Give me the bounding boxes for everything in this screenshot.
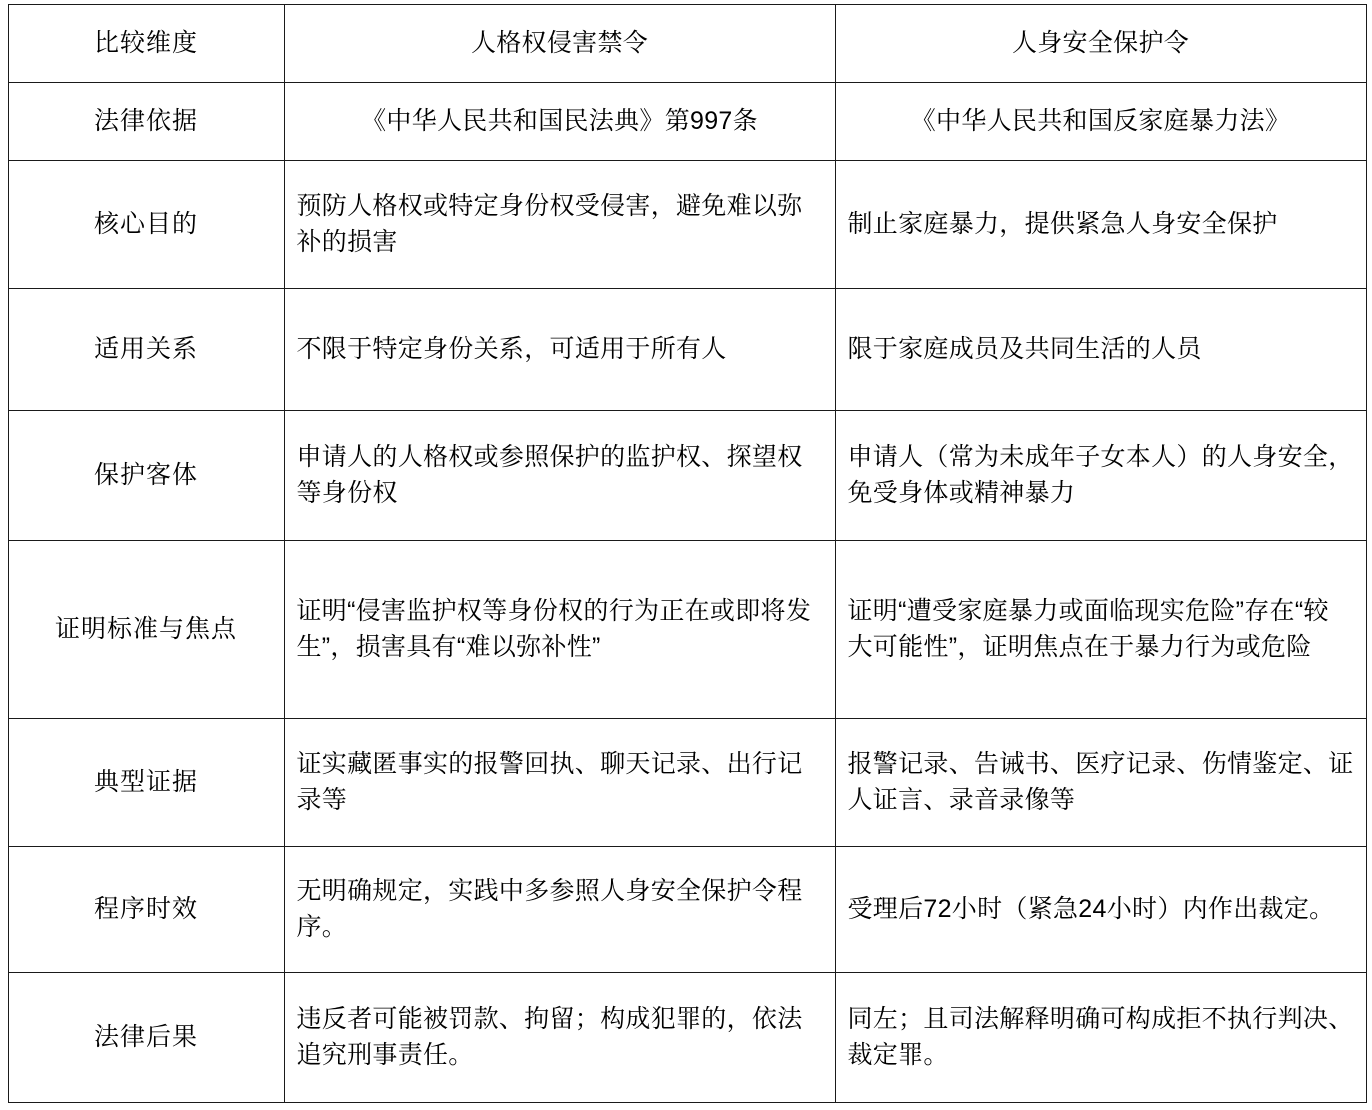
table-row — [8, 541, 1366, 719]
table-row — [8, 161, 1366, 289]
table-row — [8, 719, 1366, 847]
row-dimension-procedure-time: 程序时效 — [8, 847, 284, 973]
column-header-protection-order: 人身安全保护令 — [835, 5, 1366, 83]
cell-typical-evidence-injunction: 证实藏匿事实的报警回执、聊天记录、出行记录等 — [284, 719, 835, 847]
cell-typical-evidence-protection-order: 报警记录、告诫书、医疗记录、伤情鉴定、证人证言、录音录像等 — [835, 719, 1366, 847]
cell-legal-basis-protection-order: 《中华人民共和国反家庭暴力法》 — [835, 83, 1366, 161]
cell-applicable-relation-protection-order: 限于家庭成员及共同生活的人员 — [835, 289, 1366, 411]
row-dimension-core-purpose: 核心目的 — [8, 161, 284, 289]
table-row — [8, 83, 1366, 161]
cell-legal-basis-injunction: 《中华人民共和国民法典》第997条 — [284, 83, 835, 161]
cell-procedure-time-protection-order: 受理后72小时（紧急24小时）内作出裁定。 — [835, 847, 1366, 973]
row-dimension-typical-evidence: 典型证据 — [8, 719, 284, 847]
column-header-injunction: 人格权侵害禁令 — [284, 5, 835, 83]
row-dimension-legal-consequence: 法律后果 — [8, 973, 284, 1103]
cell-proof-standard-protection-order: 证明“遭受家庭暴力或面临现实危险”存在“较大可能性”，证明焦点在于暴力行为或危险 — [835, 541, 1366, 719]
table-row — [8, 411, 1366, 541]
table-row — [8, 289, 1366, 411]
table-row — [8, 847, 1366, 973]
cell-protected-object-injunction: 申请人的人格权或参照保护的监护权、探望权等身份权 — [284, 411, 835, 541]
row-dimension-applicable-relation: 适用关系 — [8, 289, 284, 411]
cell-legal-consequence-injunction: 违反者可能被罚款、拘留；构成犯罪的，依法追究刑事责任。 — [284, 973, 835, 1103]
table-header-row — [8, 5, 1366, 83]
cell-procedure-time-injunction: 无明确规定，实践中多参照人身安全保护令程序。 — [284, 847, 835, 973]
cell-core-purpose-injunction: 预防人格权或特定身份权受侵害，避免难以弥补的损害 — [284, 161, 835, 289]
cell-applicable-relation-injunction: 不限于特定身份关系，可适用于所有人 — [284, 289, 835, 411]
comparison-table — [8, 4, 1367, 1103]
table-row — [8, 973, 1366, 1103]
cell-legal-consequence-protection-order: 同左；且司法解释明确可构成拒不执行判决、裁定罪。 — [835, 973, 1366, 1103]
row-dimension-protected-object: 保护客体 — [8, 411, 284, 541]
cell-proof-standard-injunction: 证明“侵害监护权等身份权的行为正在或即将发生”，损害具有“难以弥补性” — [284, 541, 835, 719]
cell-protected-object-protection-order: 申请人（常为未成年子女本人）的人身安全，免受身体或精神暴力 — [835, 411, 1366, 541]
column-header-dimension: 比较维度 — [8, 5, 284, 83]
cell-core-purpose-protection-order: 制止家庭暴力，提供紧急人身安全保护 — [835, 161, 1366, 289]
row-dimension-proof-standard: 证明标准与焦点 — [8, 541, 284, 719]
row-dimension-legal-basis: 法律依据 — [8, 83, 284, 161]
